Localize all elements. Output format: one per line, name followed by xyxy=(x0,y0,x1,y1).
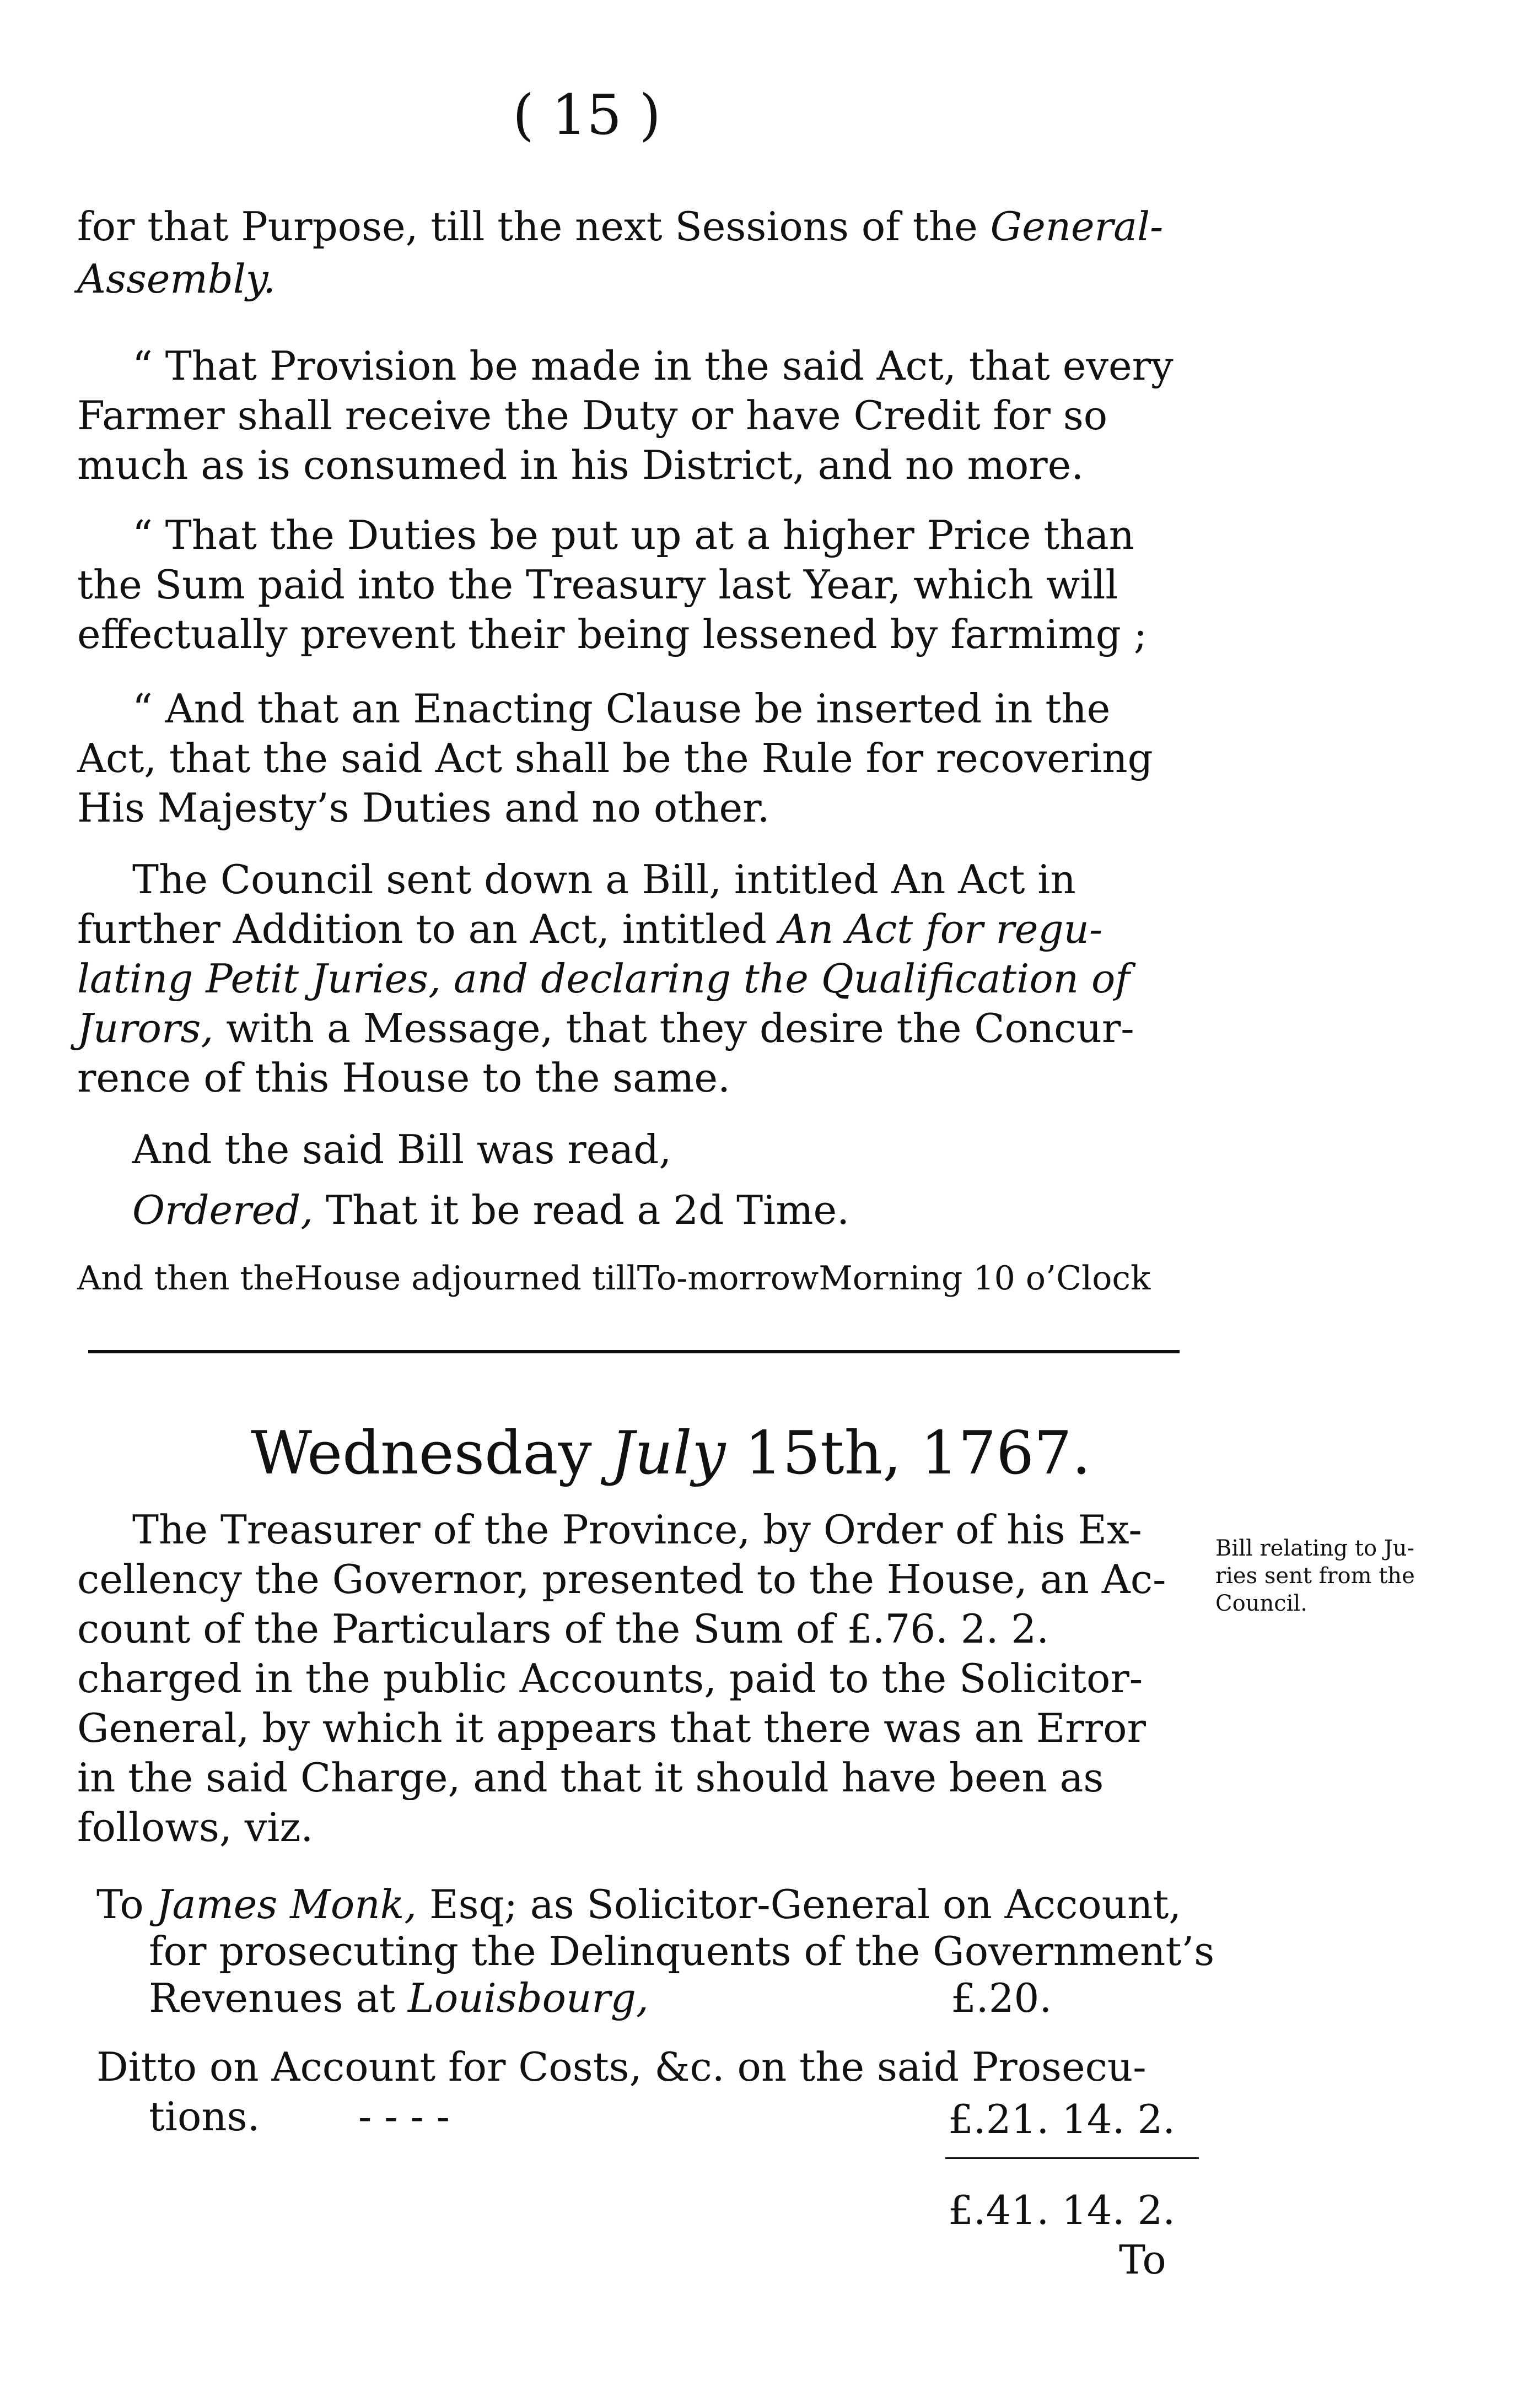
date-heading: Wednesday July 15th, 1767. xyxy=(251,1419,1091,1488)
text-line: His Majesty’s Duties and no other. xyxy=(77,785,770,831)
text-line: for prosecuting the Delinquents of the Government’s xyxy=(149,1928,1215,1974)
text-line: And then theHouse adjourned tillTo-morrowMorning 10 o’Clock xyxy=(77,1259,1151,1298)
text-line: in the said Charge, and that it should have been as xyxy=(77,1754,1104,1801)
text-line: the Sum paid into the Treasury last Year, which will xyxy=(77,561,1118,608)
total-amount: £.41. 14. 2. xyxy=(948,2187,1176,2233)
sum-rule xyxy=(945,2157,1199,2159)
text-line: The Treasurer of the Province, by Order of his Ex- xyxy=(132,1507,1142,1553)
text-line: for that Purpose, till the next Sessions of the General- xyxy=(77,203,1164,250)
text-line: Ordered, That it be read a 2d Time. xyxy=(132,1187,849,1233)
text-line: “ That the Duties be put up at a higher Price than xyxy=(132,512,1134,558)
amount: £.21. 14. 2. xyxy=(948,2096,1176,2142)
text-line: rence of this House to the same. xyxy=(77,1055,730,1101)
text-line: To James Monk, Esq; as Solicitor-General on Account, xyxy=(96,1881,1182,1928)
text-line: Revenues at Louisbourg, xyxy=(149,1975,649,2021)
text-line: Ditto on Account for Costs, &c. on the said Prosecu- xyxy=(96,2044,1147,2090)
text-line: cellency the Governor, presented to the House, an Ac- xyxy=(77,1556,1166,1602)
text-line: “ That Provision be made in the said Act, that every xyxy=(132,343,1174,389)
page-number: ( 15 ) xyxy=(513,83,661,147)
text-line: follows, viz. xyxy=(77,1804,314,1850)
text-line: tions. xyxy=(149,2093,260,2140)
text-line: much as is consumed in his District, and no more. xyxy=(77,442,1084,488)
text-line: And the said Bill was read, xyxy=(132,1126,672,1173)
margin-note: ries sent from the xyxy=(1215,1563,1415,1589)
catchword: To xyxy=(1119,2237,1166,2283)
text-line: Assembly. xyxy=(77,256,276,302)
amount: £.20. xyxy=(951,1975,1052,2021)
text-line: charged in the public Accounts, paid to the Solicitor- xyxy=(77,1655,1143,1702)
text-line: Farmer shall receive the Duty or have Credit for so xyxy=(77,392,1108,439)
margin-note: Bill relating to Ju- xyxy=(1215,1536,1415,1561)
text-line: lating Petit Juries, and declaring the Qualification of xyxy=(77,955,1130,1002)
dashes: - - - - xyxy=(358,2093,450,2140)
text-line: General, by which it appears that there was an Error xyxy=(77,1705,1146,1751)
text-line: effectually prevent their being lessened by farmimg ; xyxy=(77,611,1148,657)
text-line: count of the Particulars of the Sum of £.76. 2. 2. xyxy=(77,1606,1049,1652)
text-line: Jurors, with a Message, that they desire the Concur- xyxy=(77,1005,1134,1051)
margin-note: Council. xyxy=(1215,1591,1307,1616)
section-divider xyxy=(88,1350,1180,1353)
text-line: Act, that the said Act shall be the Rule for recovering xyxy=(77,735,1153,781)
text-line: further Addition to an Act, intitled An Act for regu- xyxy=(77,906,1103,952)
text-line: The Council sent down a Bill, intitled An Act in xyxy=(132,856,1076,903)
text-line: “ And that an Enacting Clause be inserted in the xyxy=(132,685,1111,732)
